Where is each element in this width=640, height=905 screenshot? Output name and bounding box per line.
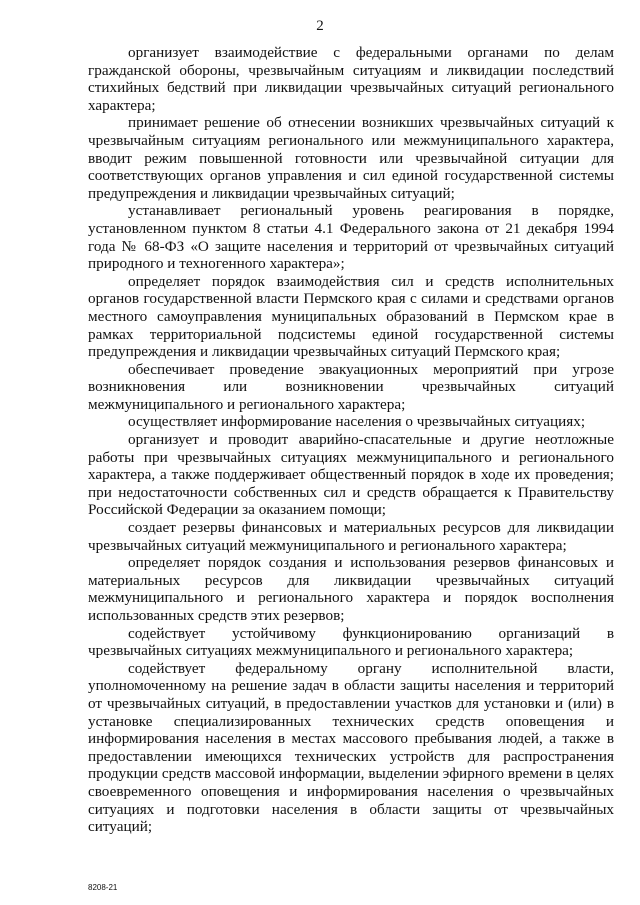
document-code: 8208-21 <box>88 883 118 892</box>
paragraph: принимает решение об отнесении возникших чрезвычайных ситуаций к чрезвычайным ситуациям регионального или межмуниципального характера, вводит режим повышенной готовности или чрезвычайной ситуации для соответствующих органов управления и сил единой государственной системы предупреждения и ликвидации чрезвычайных ситуаций; <box>88 114 614 202</box>
body-text <box>88 44 614 836</box>
paragraph: устанавливает региональный уровень реагирования в порядке, установленном пунктом 8 статьи 4.1 Федерального закона от 21 декабря 1994 года № 68-ФЗ «О защите населения и территорий от чрезвычайных ситуаций природного и техногенного характера»; <box>88 202 614 273</box>
paragraph: содействует устойчивому функционированию организаций в чрезвычайных ситуациях межмуниципального и регионального характера; <box>88 624 614 660</box>
paragraph: создает резервы финансовых и материальных ресурсов для ликвидации чрезвычайных ситуаций межмуниципального и регионального характера; <box>88 519 614 554</box>
paragraph: обеспечивает проведение эвакуационных мероприятий при угрозе возникновения или возникновении чрезвычайных ситуаций межмуниципального и регионального характера; <box>88 360 614 413</box>
page-number: 2 <box>316 18 324 34</box>
paragraph: осуществляет информирование населения о чрезвычайных ситуациях; <box>128 413 586 431</box>
paragraph: определяет порядок создания и использования резервов финансовых и материальных ресурсов для ликвидации чрезвычайных ситуаций межмуниципального и регионального характера и порядок восполнения использованных средств этих резервов; <box>88 554 614 624</box>
paragraph: организует и проводит аварийно-спасательные и другие неотложные работы при чрезвычайных ситуациях межмуниципального и регионального характера, а также поддерживает общественный порядок в ходе их проведения; при недостаточности собственных сил и средств обращается к Правительству Российской Федерации за оказанием помощи; <box>88 431 614 519</box>
paragraph: определяет порядок взаимодействия сил и средств исполнительных органов государственной власти Пермского края с силами и средствами органов местного самоуправления муниципальных образований в Пермском крае в рамках территориальной подсистемы единой государственной системы предупреждения и ликвидации чрезвычайных ситуаций Пермского края; <box>88 272 614 361</box>
paragraph: содействует федеральному органу исполнительной власти, уполномоченному на решение задач в области защиты населения и территорий от чрезвычайных ситуаций, в предоставлении участков для установки и (или) в установке специализированных технических средств оповещения и информирования населения в местах массового пребывания людей, а также в предоставлении имеющихся технических устройств для распространения продукции средств массовой информации, выделении эфирного времени в целях своевременного оповещения и информирования населения о чрезвычайных ситуациях и подготовки населения в области защиты от чрезвычайных ситуаций; <box>88 659 614 836</box>
paragraph: организует взаимодействие с федеральными органами по делам гражданской обороны, чрезвычайным ситуациям и ликвидации последствий стихийных бедствий при ликвидации чрезвычайных ситуаций регионального характера; <box>88 44 614 114</box>
